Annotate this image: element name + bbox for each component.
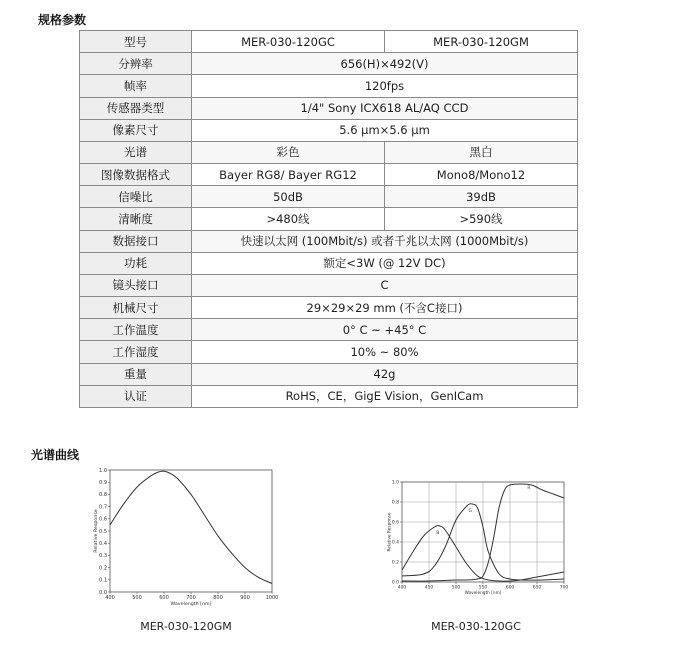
x-tick-label: 600 [159, 595, 169, 601]
spec-value-gm: >590线 [385, 208, 578, 230]
y-tick-label: 1.0 [391, 480, 399, 486]
chart-caption-gm: MER-030-120GM [140, 620, 232, 633]
y-axis-label: Relative Response [387, 512, 393, 552]
y-axis-label: Relative Response [94, 509, 99, 553]
chart-caption-gc: MER-030-120GC [431, 620, 521, 633]
spectral-chart-gc [376, 476, 572, 598]
x-tick-label: 650 [532, 585, 542, 591]
spec-row [80, 230, 578, 252]
x-tick-label: 700 [559, 585, 569, 591]
spec-label: 像素尺寸 [80, 119, 192, 141]
spec-label: 工作温度 [80, 319, 192, 341]
spec-value: 656(H)×492(V) [192, 53, 578, 75]
spec-value-gc: Bayer RG8/ Bayer RG12 [192, 164, 385, 186]
y-tick-label: 0.3 [99, 553, 107, 560]
spec-row [80, 363, 578, 385]
y-tick-label: 0.4 [391, 540, 399, 546]
spec-label: 认证 [80, 385, 192, 407]
y-tick-label: 0.6 [391, 520, 399, 526]
spec-value: 额定<3W (@ 12V DC) [192, 252, 578, 274]
x-tick-label: 400 [397, 585, 407, 591]
x-tick-label: 900 [240, 595, 250, 601]
spec-value-gm: MER-030-120GM [385, 31, 578, 53]
y-tick-label: 0.2 [391, 560, 399, 566]
spec-row [80, 164, 578, 186]
y-tick-label: 0.4 [99, 540, 107, 547]
plot-frame [110, 470, 272, 592]
x-axis-label: Wavelength [nm] [170, 602, 212, 607]
x-axis-label: Wavelength [nm] [464, 591, 502, 596]
y-tick-label: 1.0 [99, 467, 107, 474]
spec-row [80, 319, 578, 341]
spec-value: 5.6 μm×5.6 μm [192, 119, 578, 141]
y-tick-label: 0.0 [99, 589, 107, 596]
spec-row [80, 274, 578, 296]
spec-value: 42g [192, 363, 578, 385]
spec-value: RoHS，CE，GigE Vision，GenICam [192, 385, 578, 407]
spec-label: 工作湿度 [80, 341, 192, 363]
curve-section-title: 光谱曲线 [31, 448, 80, 462]
x-tick-label: 500 [451, 585, 461, 591]
spec-row [80, 53, 578, 75]
spec-value: C [192, 274, 578, 296]
spec-row [80, 297, 578, 319]
spec-value: 0° C ~ +45° C [192, 319, 578, 341]
spec-value-gm: 39dB [385, 186, 578, 208]
y-tick-label: 0.5 [99, 528, 107, 535]
spectral-chart-gm [86, 462, 282, 616]
spec-label: 传感器类型 [80, 97, 192, 119]
series-name-label: B [436, 531, 440, 536]
spec-value-gc: 彩色 [192, 141, 385, 163]
x-tick-label: 600 [505, 585, 515, 591]
spec-value: 1/4" Sony ICX618 AL/AQ CCD [192, 97, 578, 119]
spec-label: 数据接口 [80, 230, 192, 252]
y-tick-label: 0.2 [99, 565, 107, 572]
spec-row [80, 341, 578, 363]
spec-value-gm: 黑白 [385, 141, 578, 163]
spec-label: 帧率 [80, 75, 192, 97]
y-tick-label: 0.1 [99, 577, 107, 584]
series-line [110, 471, 272, 583]
y-tick-label: 0.7 [99, 504, 107, 511]
spec-row [80, 208, 578, 230]
spec-value-gc: MER-030-120GC [192, 31, 385, 53]
spec-label: 信噪比 [80, 186, 192, 208]
y-tick-label: 0.0 [391, 580, 399, 586]
spec-row [80, 119, 578, 141]
spec-row [80, 75, 578, 97]
series-name-label: G [468, 509, 472, 514]
y-tick-label: 0.8 [99, 492, 107, 499]
spec-value-gc: 50dB [192, 186, 385, 208]
spec-value: 10% ~ 80% [192, 341, 578, 363]
spec-row [80, 186, 578, 208]
spec-value-gm: Mono8/Mono12 [385, 164, 578, 186]
spec-value: 29×29×29 mm (不含C接口) [192, 297, 578, 319]
spec-table [79, 30, 578, 408]
spec-label: 图像数据格式 [80, 164, 192, 186]
y-tick-label: 0.6 [99, 516, 107, 523]
x-tick-label: 1000 [265, 595, 279, 601]
spec-row [80, 252, 578, 274]
spec-value: 快速以太网 (100Mbit/s) 或者千兆以太网 (1000Mbit/s) [192, 230, 578, 252]
spec-label: 重量 [80, 363, 192, 385]
spec-row [80, 385, 578, 407]
spec-label: 功耗 [80, 252, 192, 274]
spec-row [80, 141, 578, 163]
y-tick-label: 0.9 [99, 479, 107, 486]
spec-label: 清晰度 [80, 208, 192, 230]
spec-value: 120fps [192, 75, 578, 97]
series-name-label: R [527, 486, 531, 491]
y-tick-label: 0.8 [391, 500, 399, 506]
spec-row [80, 97, 578, 119]
spec-label: 分辨率 [80, 53, 192, 75]
spec-label: 光谱 [80, 141, 192, 163]
spec-row [80, 31, 578, 53]
x-tick-label: 700 [186, 595, 196, 601]
x-tick-label: 550 [478, 585, 488, 591]
x-tick-label: 450 [424, 585, 434, 591]
x-tick-label: 400 [105, 595, 115, 601]
spec-section-title: 规格参数 [38, 13, 87, 27]
x-tick-label: 800 [213, 595, 223, 601]
spec-label: 镜头接口 [80, 274, 192, 296]
spec-value-gc: >480线 [192, 208, 385, 230]
spec-label: 机械尺寸 [80, 297, 192, 319]
x-tick-label: 500 [132, 595, 142, 601]
spec-label: 型号 [80, 31, 192, 53]
